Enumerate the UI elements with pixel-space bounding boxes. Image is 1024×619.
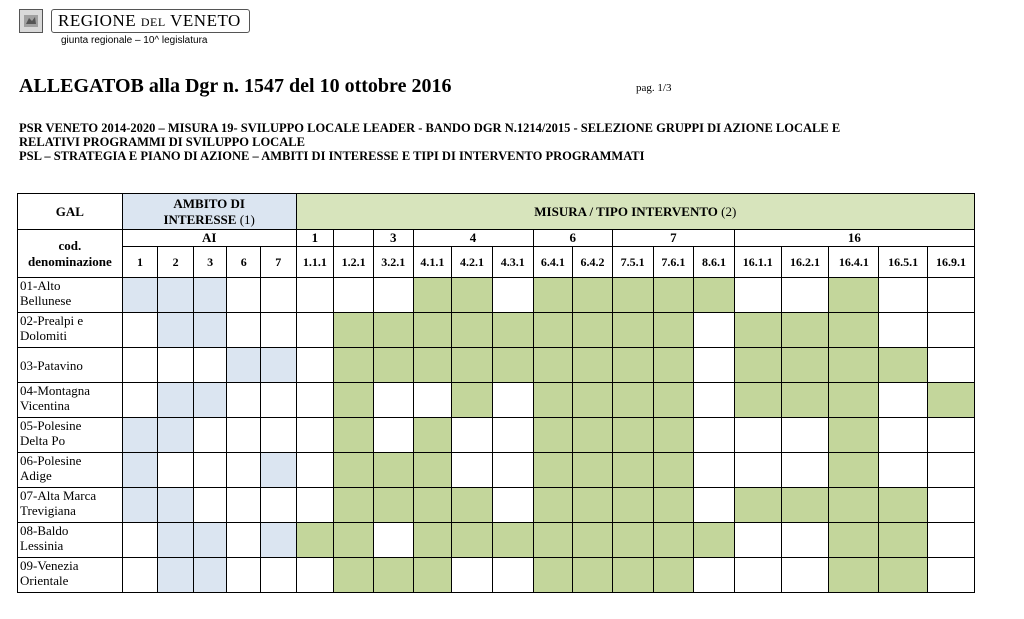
intervento-cell-selected (573, 418, 613, 453)
intervento-cell (373, 278, 413, 313)
intervento-cell (413, 383, 452, 418)
ai-cell-selected (260, 348, 296, 383)
intervento-cell (694, 453, 735, 488)
intervento-cell (296, 453, 334, 488)
intervento-cell (781, 558, 829, 593)
intervento-cell-selected (373, 488, 413, 523)
intervento-cell-selected (653, 278, 694, 313)
intervento-cell-selected (533, 523, 573, 558)
region-logo (19, 9, 250, 46)
table-row (18, 278, 975, 313)
table-row (18, 453, 975, 488)
intervento-cell-selected (296, 523, 334, 558)
ai-code-header: 6 (227, 247, 261, 278)
gal-name-cell (18, 453, 123, 488)
intervento-cell-selected (734, 488, 781, 523)
ai-cell (193, 453, 227, 488)
intervento-cell-selected (334, 453, 374, 488)
intervento-cell (879, 453, 928, 488)
intervento-cell-selected (612, 418, 653, 453)
ai-cell (260, 278, 296, 313)
ai-cell (158, 348, 194, 383)
gal-name-cell (18, 278, 123, 313)
intervento-cell-selected (653, 313, 694, 348)
intervento-cell-selected (373, 558, 413, 593)
intervento-cell-selected (334, 488, 374, 523)
intervento-cell (734, 278, 781, 313)
intervento-cell (694, 418, 735, 453)
ai-cell (227, 453, 261, 488)
intervento-cell (781, 278, 829, 313)
intervento-cell (492, 558, 533, 593)
intervento-cell (296, 488, 334, 523)
intervento-cell (928, 453, 975, 488)
brand-name (51, 9, 250, 33)
intervento-cell-selected (533, 453, 573, 488)
ai-cell (227, 523, 261, 558)
gal-name-line2: Trevigiana (20, 503, 76, 518)
intervento-cell-selected (612, 558, 653, 593)
ai-cell (227, 418, 261, 453)
intervento-cell-selected (781, 313, 829, 348)
intervento-cell-selected (829, 453, 879, 488)
misura-group-6: 6 (533, 230, 612, 247)
ai-code-header: 2 (158, 247, 194, 278)
intervento-cell-selected (829, 488, 879, 523)
intervento-cell (492, 383, 533, 418)
intervento-cell (928, 313, 975, 348)
intervento-cell-selected (781, 348, 829, 383)
intervento-cell-selected (653, 488, 694, 523)
gal-name-cell (18, 383, 123, 418)
ai-cell-selected (260, 523, 296, 558)
intervento-cell-selected (452, 278, 493, 313)
intervento-cell (492, 278, 533, 313)
intervento-cell-selected (829, 558, 879, 593)
intervento-cell-selected (413, 523, 452, 558)
table-row (18, 558, 975, 593)
intervento-cell-selected (781, 383, 829, 418)
intervento-cell (492, 418, 533, 453)
intervento-cell-selected (492, 348, 533, 383)
intervento-cell-selected (612, 278, 653, 313)
intervento-cell-selected (612, 383, 653, 418)
intervento-cell-selected (334, 348, 374, 383)
intervento-code-header: 8.6.1 (694, 247, 735, 278)
intervento-code-header: 1.1.1 (296, 247, 334, 278)
intervento-cell (879, 278, 928, 313)
intervento-cell-selected (373, 348, 413, 383)
gal-name-line2: Vicentina (20, 398, 70, 413)
intervento-code-header: 6.4.2 (573, 247, 613, 278)
ai-cell (122, 348, 158, 383)
ai-code-header: 3 (193, 247, 227, 278)
intervento-cell (334, 278, 374, 313)
ai-cell (122, 558, 158, 593)
intervento-cell (928, 348, 975, 383)
intervento-cell-selected (653, 348, 694, 383)
intervento-code-header: 7.5.1 (612, 247, 653, 278)
intervento-cell-selected (829, 523, 879, 558)
ai-cell-selected (122, 278, 158, 313)
cod-label: cod. (58, 237, 82, 253)
ai-cell-selected (227, 348, 261, 383)
intervento-cell-selected (573, 558, 613, 593)
intervento-cell (373, 383, 413, 418)
intervento-cell-selected (694, 278, 735, 313)
intervento-code-header: 16.4.1 (829, 247, 879, 278)
intervento-cell-selected (879, 558, 928, 593)
intervento-cell (928, 418, 975, 453)
intervento-cell (781, 453, 829, 488)
intervento-cell (694, 558, 735, 593)
document-title: ALLEGATOB alla Dgr n. 1547 del 10 ottobre 2016 (19, 75, 452, 97)
intervento-cell (296, 348, 334, 383)
ambito-header-line2: INTERESSE (163, 211, 237, 227)
lion-seal-icon (19, 9, 43, 33)
intervento-cell-selected (573, 383, 613, 418)
intervento-cell (694, 313, 735, 348)
ai-cell-selected (158, 523, 194, 558)
ai-cell-selected (158, 383, 194, 418)
ambito-header-line1: AMBITO DI (173, 195, 245, 211)
gal-name-line1: 03-Patavino (20, 357, 83, 373)
intervento-cell-selected (533, 558, 573, 593)
intervento-code-header: 16.5.1 (879, 247, 928, 278)
intervento-cell-selected (694, 523, 735, 558)
brand-text-small: DEL (140, 15, 166, 29)
intervento-cell-selected (533, 488, 573, 523)
intervento-cell-selected (928, 383, 975, 418)
intervento-cell (452, 418, 493, 453)
intervento-cell-selected (492, 313, 533, 348)
misura-group-4: 4 (413, 230, 533, 247)
intervento-cell-selected (452, 313, 493, 348)
ai-code-header: 7 (260, 247, 296, 278)
intervento-code-header: 16.9.1 (928, 247, 975, 278)
intervento-cell-selected (653, 453, 694, 488)
intervento-cell (492, 488, 533, 523)
intervento-cell-selected (573, 313, 613, 348)
intervento-cell (734, 418, 781, 453)
gal-name-line1: 08-Baldo (20, 523, 69, 538)
intervento-cell (296, 418, 334, 453)
intervento-cell (492, 453, 533, 488)
ai-cell (193, 418, 227, 453)
intervento-cell-selected (781, 488, 829, 523)
intervento-cell (734, 453, 781, 488)
table-row (18, 418, 975, 453)
intervento-cell-selected (452, 488, 493, 523)
intervento-cell-selected (829, 348, 879, 383)
intervento-cell-selected (612, 313, 653, 348)
ai-cell (227, 488, 261, 523)
intervento-cell-selected (653, 523, 694, 558)
misura-group-16: 16 (734, 230, 974, 247)
intervento-cell-selected (334, 418, 374, 453)
intervento-cell-selected (452, 383, 493, 418)
heading-line-1: PSR VENETO 2014-2020 – MISURA 19- SVILUPPO LOCALE LEADER - BANDO DGR N.1214/2015 - SELEZIONE GRUPPI DI AZIONE LOCALE E (19, 121, 841, 135)
intervento-cell-selected (879, 348, 928, 383)
ai-cell-selected (158, 558, 194, 593)
ai-cell (122, 523, 158, 558)
intervento-cell-selected (734, 313, 781, 348)
intervento-cell-selected (334, 558, 374, 593)
intervento-cell (928, 523, 975, 558)
intervento-cell (879, 418, 928, 453)
gal-name-cell (18, 488, 123, 523)
intervento-code-header: 3.2.1 (373, 247, 413, 278)
gal-code-header (18, 230, 123, 278)
ai-cell (227, 313, 261, 348)
intervento-cell-selected (573, 348, 613, 383)
intervento-code-header: 1.2.1 (334, 247, 374, 278)
ai-cell (227, 383, 261, 418)
intervento-cell (452, 453, 493, 488)
intervento-code-header: 16.1.1 (734, 247, 781, 278)
gal-name-line1: 06-Polesine (20, 453, 82, 468)
intervento-cell-selected (452, 348, 493, 383)
intervento-cell-selected (373, 313, 413, 348)
misura-group-7: 7 (612, 230, 734, 247)
intervento-cell (734, 558, 781, 593)
denominazione-label: denominazione (27, 253, 112, 269)
gal-name-line2: Delta Po (20, 433, 66, 448)
brand-text-1: REGIONE (58, 11, 141, 30)
intervento-cell (694, 348, 735, 383)
gal-name-line1: 07-Alta Marca (20, 488, 97, 503)
intervento-cell-selected (492, 523, 533, 558)
intervento-cell-selected (533, 348, 573, 383)
intervento-cell-selected (413, 313, 452, 348)
intervento-cell (452, 558, 493, 593)
logo-subtitle: giunta regionale – 10^ legislatura (61, 35, 208, 46)
intervento-cell-selected (573, 453, 613, 488)
intervento-cell (781, 523, 829, 558)
intervento-cell-selected (612, 453, 653, 488)
intervento-cell-selected (573, 523, 613, 558)
intervento-cell-selected (829, 278, 879, 313)
ai-cell-selected (193, 313, 227, 348)
intervento-cell-selected (612, 523, 653, 558)
intervento-cell-selected (653, 558, 694, 593)
ambito-header-note: (1) (239, 211, 255, 227)
table-row (18, 348, 975, 383)
table-row (18, 488, 975, 523)
intervento-cell-selected (573, 278, 613, 313)
intervento-code-header: 7.6.1 (653, 247, 694, 278)
intervento-cell (296, 558, 334, 593)
ai-cell (260, 383, 296, 418)
intervento-cell (694, 383, 735, 418)
ai-cell (227, 278, 261, 313)
intervento-cell-selected (334, 523, 374, 558)
gal-name-line1: 02-Prealpi e (20, 313, 84, 328)
misura-header-label: MISURA / TIPO INTERVENTO (534, 203, 718, 219)
misura-group-1: 1 (296, 230, 334, 247)
ai-cell-selected (193, 383, 227, 418)
brand-text-2: VENETO (165, 11, 241, 30)
intervento-code-header: 16.2.1 (781, 247, 829, 278)
ai-label: AI (122, 230, 296, 247)
gal-name-line2: Orientale (20, 573, 69, 588)
intervento-cell-selected (734, 383, 781, 418)
intervento-cell-selected (734, 348, 781, 383)
heading-line-3: PSL – STRATEGIA E PIANO DI AZIONE – AMBITI DI INTERESSE E TIPI DI INTERVENTO PROGRAMMATI (19, 149, 645, 163)
intervento-cell-selected (653, 418, 694, 453)
intervention-table (17, 193, 975, 593)
gal-name-line1: 01-Alto (20, 278, 61, 293)
intervento-cell-selected (452, 523, 493, 558)
intervento-cell-selected (653, 383, 694, 418)
gal-name-line1: 09-Venezia (20, 558, 79, 573)
ai-cell-selected (158, 278, 194, 313)
intervento-cell-selected (533, 313, 573, 348)
ai-cell-selected (193, 523, 227, 558)
ai-cell (122, 383, 158, 418)
intervento-cell-selected (334, 313, 374, 348)
ai-cell-selected (158, 418, 194, 453)
ai-cell (260, 488, 296, 523)
gal-header: GAL (18, 194, 123, 230)
gal-name-line1: 04-Montagna (20, 383, 91, 398)
intervento-cell (296, 383, 334, 418)
intervento-cell-selected (879, 523, 928, 558)
table-row (18, 383, 975, 418)
ai-cell (260, 418, 296, 453)
ai-cell-selected (193, 278, 227, 313)
intervento-cell-selected (533, 383, 573, 418)
intervento-code-header: 4.3.1 (492, 247, 533, 278)
ai-cell-selected (260, 453, 296, 488)
intervento-cell-selected (829, 313, 879, 348)
intervento-cell-selected (829, 383, 879, 418)
ai-cell-selected (122, 418, 158, 453)
ai-cell (122, 313, 158, 348)
intervento-cell-selected (413, 348, 452, 383)
intervento-cell (928, 558, 975, 593)
document-heading (19, 121, 1019, 163)
table-row (18, 523, 975, 558)
gal-name-line2: Lessinia (20, 538, 64, 553)
heading-line-2: RELATIVI PROGRAMMI DI SVILUPPO LOCALE (19, 135, 305, 149)
ai-cell (158, 453, 194, 488)
intervento-cell (694, 488, 735, 523)
intervento-cell-selected (533, 418, 573, 453)
intervento-cell (373, 523, 413, 558)
page-number: pag. 1/3 (636, 82, 672, 94)
ai-cell (193, 488, 227, 523)
ai-cell (227, 558, 261, 593)
intervento-cell (296, 313, 334, 348)
intervento-cell-selected (829, 418, 879, 453)
misura-header-note: (2) (721, 203, 737, 219)
intervento-cell-selected (413, 278, 452, 313)
intervento-cell-selected (413, 418, 452, 453)
ambito-header (122, 194, 296, 230)
intervento-cell-selected (334, 383, 374, 418)
intervento-cell (928, 488, 975, 523)
gal-name-line2: Adige (20, 468, 52, 483)
misura-group-blank (334, 230, 374, 247)
ai-cell-selected (122, 488, 158, 523)
intervento-cell (928, 278, 975, 313)
intervento-cell (734, 523, 781, 558)
intervento-cell-selected (612, 488, 653, 523)
ai-cell-selected (158, 313, 194, 348)
ai-cell (260, 558, 296, 593)
intervento-cell-selected (413, 558, 452, 593)
table-row (18, 313, 975, 348)
intervento-cell-selected (533, 278, 573, 313)
misura-group-3: 3 (373, 230, 413, 247)
gal-name-cell (18, 558, 123, 593)
intervento-cell (879, 313, 928, 348)
ai-cell-selected (122, 453, 158, 488)
ai-code-header: 1 (122, 247, 158, 278)
intervento-code-header: 4.1.1 (413, 247, 452, 278)
ai-cell (193, 348, 227, 383)
gal-name-cell (18, 523, 123, 558)
intervento-code-header: 6.4.1 (533, 247, 573, 278)
gal-name-line2: Dolomiti (20, 328, 67, 343)
ai-cell-selected (158, 488, 194, 523)
gal-name-line2: Bellunese (20, 293, 72, 308)
ai-cell-selected (193, 558, 227, 593)
misura-header (296, 194, 974, 230)
intervento-cell-selected (413, 488, 452, 523)
intervento-cell-selected (373, 453, 413, 488)
ai-cell (260, 313, 296, 348)
intervento-cell (373, 418, 413, 453)
intervento-cell-selected (413, 453, 452, 488)
intervento-cell-selected (612, 348, 653, 383)
gal-name-cell (18, 418, 123, 453)
gal-name-line1: 05-Polesine (20, 418, 82, 433)
intervento-code-header: 4.2.1 (452, 247, 493, 278)
intervento-cell-selected (573, 488, 613, 523)
gal-name-cell (18, 348, 123, 383)
intervento-cell (296, 278, 334, 313)
gal-name-cell (18, 313, 123, 348)
intervento-cell-selected (879, 488, 928, 523)
intervento-cell (781, 418, 829, 453)
intervento-cell (879, 383, 928, 418)
